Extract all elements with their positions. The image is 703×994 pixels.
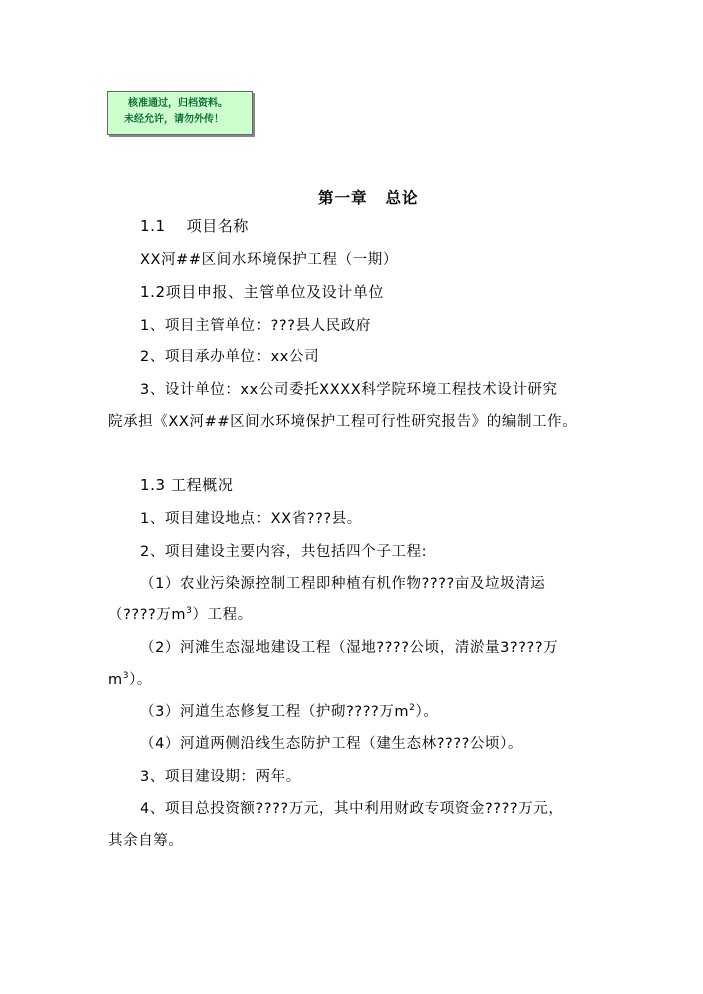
stamp-line-2: 未经允许，请勿外传！ <box>124 114 224 125</box>
sub-project-2-line-2: $m^3$）。 <box>108 671 153 688</box>
sub-project-1-line-1: （1）农业污染源控制工程即种植有机作物????亩及垃圾清运 <box>140 576 546 592</box>
investment-line-1: 4、项目总投资额????万元，其中利用财政专项资金????万元， <box>140 801 564 817</box>
design-unit-line-1: 3、设计单位：xx公司委托XXXX科学院环境工程技术设计研究 <box>140 382 558 398</box>
project-content: 2、项目建设主要内容，共包括四个子工程: <box>140 544 428 560</box>
section-1-1-heading: 1.1 项目名称 <box>140 217 250 235</box>
investment-line-2: 其余自筹。 <box>108 833 184 849</box>
supervising-unit: 1、项目主管单位：???县人民政府 <box>140 318 372 334</box>
project-name: XX河##区间水环境保护工程（一期） <box>140 252 398 268</box>
sub-project-3: （3）河道生态修复工程（护砌????万$m^2$）。 <box>140 703 439 720</box>
stamp-line-1: 核准通过，归档资料。 <box>128 98 228 109</box>
design-unit-line-2: 院承担《XX河##区间水环境保护工程可行性研究报告》的编制工作。 <box>108 414 578 430</box>
project-location: 1、项目建设地点：XX省???县。 <box>140 511 362 527</box>
sub-project-4: （4）河道两侧沿线生态防护工程（建生态林????公顷）。 <box>140 736 524 752</box>
sub-project-1-line-2: （????万$m^3$）工程。 <box>108 606 253 623</box>
section-1-2-heading: 1.2项目申报、主管单位及设计单位 <box>140 283 385 301</box>
chapter-name: 总论 <box>385 189 419 207</box>
approval-stamp <box>107 91 253 135</box>
undertaking-unit: 2、项目承办单位：xx公司 <box>140 349 320 365</box>
chapter-title <box>318 186 419 208</box>
section-1-3-heading: 1.3 工程概况 <box>140 476 234 494</box>
chapter-number: 第一章 <box>318 189 368 207</box>
sub-project-2-line-1: （2）河滩生态湿地建设工程（湿地????公顷，清淤量3????万 <box>140 640 559 656</box>
construction-period: 3、项目建设期：两年。 <box>140 769 301 785</box>
